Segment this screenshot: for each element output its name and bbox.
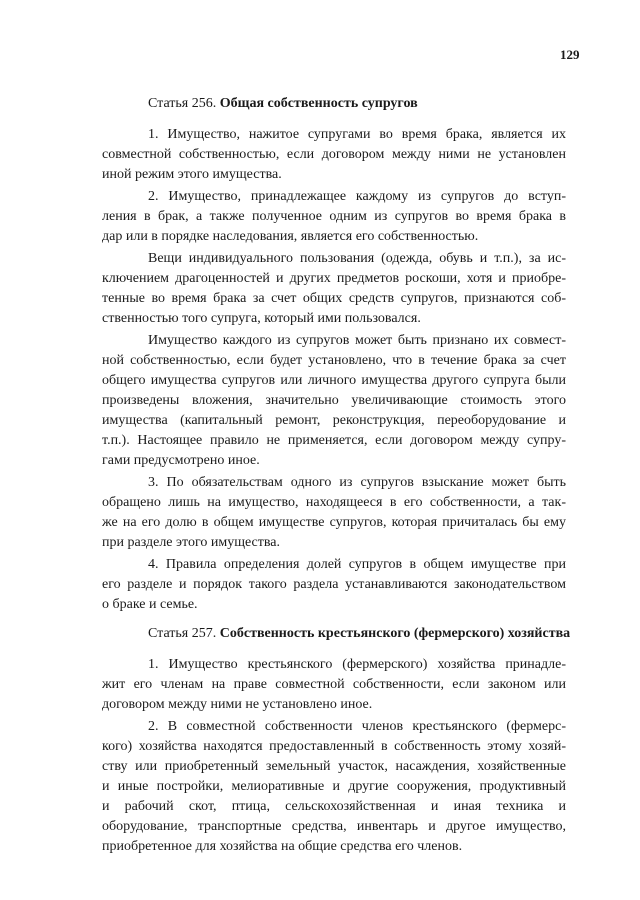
article-256-line: дар или в порядке наследования, является его собственностью.: [102, 229, 479, 244]
article-256-line: обращено лишь на имущество, находящееся в его собственности, а так-: [102, 495, 566, 510]
article-256-line: ной собственностью, если будет установлено, что в течение брака за счет: [102, 353, 566, 368]
article-257-label: Статья 257.: [148, 626, 217, 641]
article-256-line: иной режим этого имущества.: [102, 167, 282, 182]
article-257-line: и рабочий скот, птица, сельскохозяйственная и иная техника и: [102, 799, 566, 814]
page-number: 129: [560, 47, 580, 62]
article-257-line: жит его членам на праве совместной собственности, если законом или: [102, 677, 566, 692]
article-256-line: же на его долю в общем имуществе супругов, которая причиталась бы ему: [102, 515, 566, 530]
article-256-line: имущества (капитальный ремонт, реконструкция, переоборудование и: [102, 413, 566, 428]
article-257-heading: [148, 626, 570, 642]
article-256-line: тенные во время брака за счет общих средств супругов, признаются соб-: [102, 291, 566, 306]
article-257-title: Собственность крестьянского (фермерского) хозяйства: [219, 626, 571, 641]
article-256-line: ления в брак, а также полученное одним из супругов во время брака в: [102, 209, 566, 224]
article-256-line: совместной собственностью, если договором между ними не установлен: [102, 147, 566, 162]
article-256-line: ключением драгоценностей и других предметов роскоши, хотя и приобре-: [102, 271, 566, 286]
article-256-line: 4. Правила определения долей супругов в общем имуществе при: [148, 557, 566, 572]
article-257-line: кого) хозяйства находятся предоставленный в собственность этому хозяй-: [102, 739, 566, 754]
article-257-line: 1. Имущество крестьянского (фермерского) хозяйства принадле-: [148, 657, 566, 672]
article-256-line: Вещи индивидуального пользования (одежда, обувь и т.п.), за ис-: [148, 251, 566, 266]
article-257-line: договором между ними не установлено иное.: [102, 697, 373, 712]
article-256-line: общего имущества супругов или личного имущества другого супруга были: [102, 373, 566, 388]
article-257-line: и иные постройки, мелиоративные и другие сооружения, продуктивный: [102, 779, 566, 794]
article-256-line: т.п.). Настоящее правило не применяется, если договором между супру-: [102, 433, 566, 448]
article-256-title: Общая собственность супругов: [219, 96, 418, 111]
article-256-label: Статья 256.: [148, 96, 217, 111]
article-256-line: 3. По обязательствам одного из супругов взыскание может быть: [148, 475, 566, 490]
article-256-line: при разделе этого имущества.: [102, 535, 281, 550]
article-257-line: оборудование, транспортные средства, инвентарь и другое имущество,: [102, 819, 566, 834]
article-256-line: 2. Имущество, принадлежащее каждому из супругов до вступ-: [148, 189, 566, 204]
article-257-line: 2. В совместной собственности членов крестьянского (фермерс-: [148, 719, 566, 734]
article-257-line: приобретенное для хозяйства на общие средства его членов.: [102, 839, 463, 854]
article-256-heading: [148, 96, 418, 112]
article-256-line: произведены вложения, значительно увеличивающие стоимость этого: [102, 393, 566, 408]
article-256-line: 1. Имущество, нажитое супругами во время брака, является их: [148, 127, 566, 142]
article-256-line: Имущество каждого из супругов может быть признано их совмест-: [148, 333, 566, 348]
article-257-line: ству или приобретенный земельный участок, насаждения, хозяйственные: [102, 759, 566, 774]
article-256-line: о браке и семье.: [102, 597, 198, 612]
article-256-line: ственностью того супруга, который ими пользовался.: [102, 311, 421, 326]
article-256-line: его разделе и порядок такого раздела устанавливаются законодательством: [102, 577, 566, 592]
article-256-line: гами предусмотрено иное.: [102, 453, 260, 468]
